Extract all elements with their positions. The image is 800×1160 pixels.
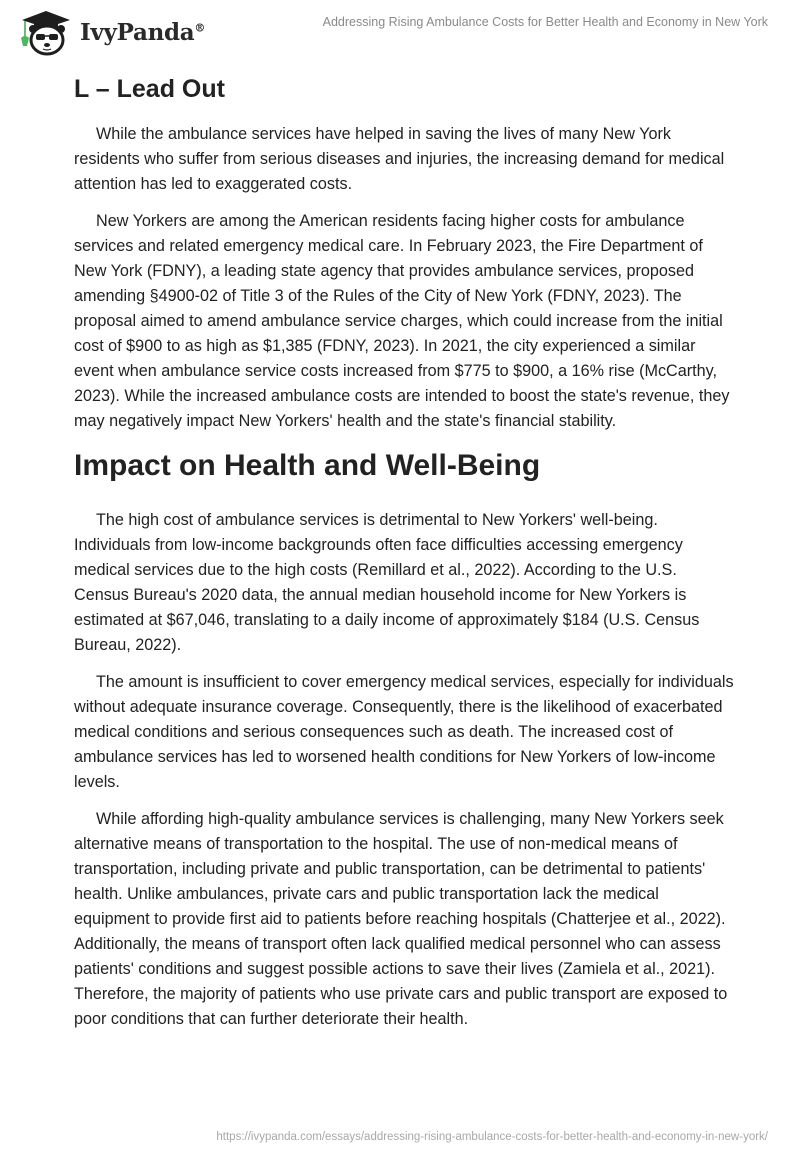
paragraph: While the ambulance services have helped in saving the lives of many New York residents who suffer from serious diseases and injuries, the increasing demand for medical attention has led to exaggerated costs. <box>74 125 725 193</box>
brand-name: IvyPanda® <box>80 18 206 46</box>
paragraph: The amount is insufficient to cover emergency medical services, especially for individuals without adequate insurance coverage. Consequently, there is the likelihood of exacerbated medical conditions and serious consequences such as death. The increased cost of ambulance services has led to worsened health conditions for New Yorkers of low-income levels. <box>74 673 734 791</box>
section-heading: L – Lead Out <box>74 75 225 103</box>
panda-graduate-icon <box>16 8 76 56</box>
essay-content <box>74 70 734 1044</box>
document-title: Addressing Rising Ambulance Costs for Better Health and Economy in New York <box>322 15 768 29</box>
paragraph: New Yorkers are among the American residents facing higher costs for ambulance services and related emergency medical care. In February 2023, the Fire Department of New York (FDNY), a leading state agency that provides ambulance services, proposed amending §4900-02 of Title 3 of the Rules of the City of New York (FDNY, 2023). The proposal aimed to amend ambulance service charges, which could increase from the initial cost of $900 to as high as $1,385 (FDNY, 2023). In 2021, the city experienced a similar event when ambulance service costs increased from $775 to $900, a 16% rise (McCarthy, 2023). While the increased ambulance costs are intended to boost the state's revenue, they may negatively impact New Yorkers' health and the state's financial stability. <box>74 212 730 430</box>
section-impact-on-health <box>74 446 734 1032</box>
section-lead-out <box>74 70 734 434</box>
section-heading: Impact on Health and Well-Being <box>74 449 541 482</box>
paragraph: While affording high-quality ambulance services is challenging, many New Yorkers seek alternative means of transportation to the hospital. The use of non-medical means of transportation, including private and public transportation, can be detrimental to patients' health. Unlike ambulances, private cars and public transportation lack the medical equipment to provide first aid to patients before reaching hospitals (Chatterjee et al., 2022). Additionally, the means of transport often lack qualified medical personnel who can assess patients' conditions and suggest possible actions to save their lives (Zamiela et al., 2021). Therefore, the majority of patients who use private cars and public transport are exposed to poor conditions that can further deteriorate their health. <box>74 810 728 1028</box>
source-url-link[interactable]: https://ivypanda.com/essays/addressing-rising-ambulance-costs-for-better-health-and-economy-in-new-york/ <box>216 1131 768 1143</box>
page-header <box>0 0 800 60</box>
ivypanda-logo[interactable] <box>16 8 205 56</box>
paragraph: The high cost of ambulance services is detrimental to New Yorkers' well-being. Individuals from low-income backgrounds often face difficulties accessing emergency medical services due to the high costs (Remillard et al., 2022). According to the U.S. Census Bureau's 2020 data, the annual median household income for New Yorkers is estimated at $67,046, translating to a daily income of approximately $184 (U.S. Census Bureau, 2022). <box>74 511 700 654</box>
